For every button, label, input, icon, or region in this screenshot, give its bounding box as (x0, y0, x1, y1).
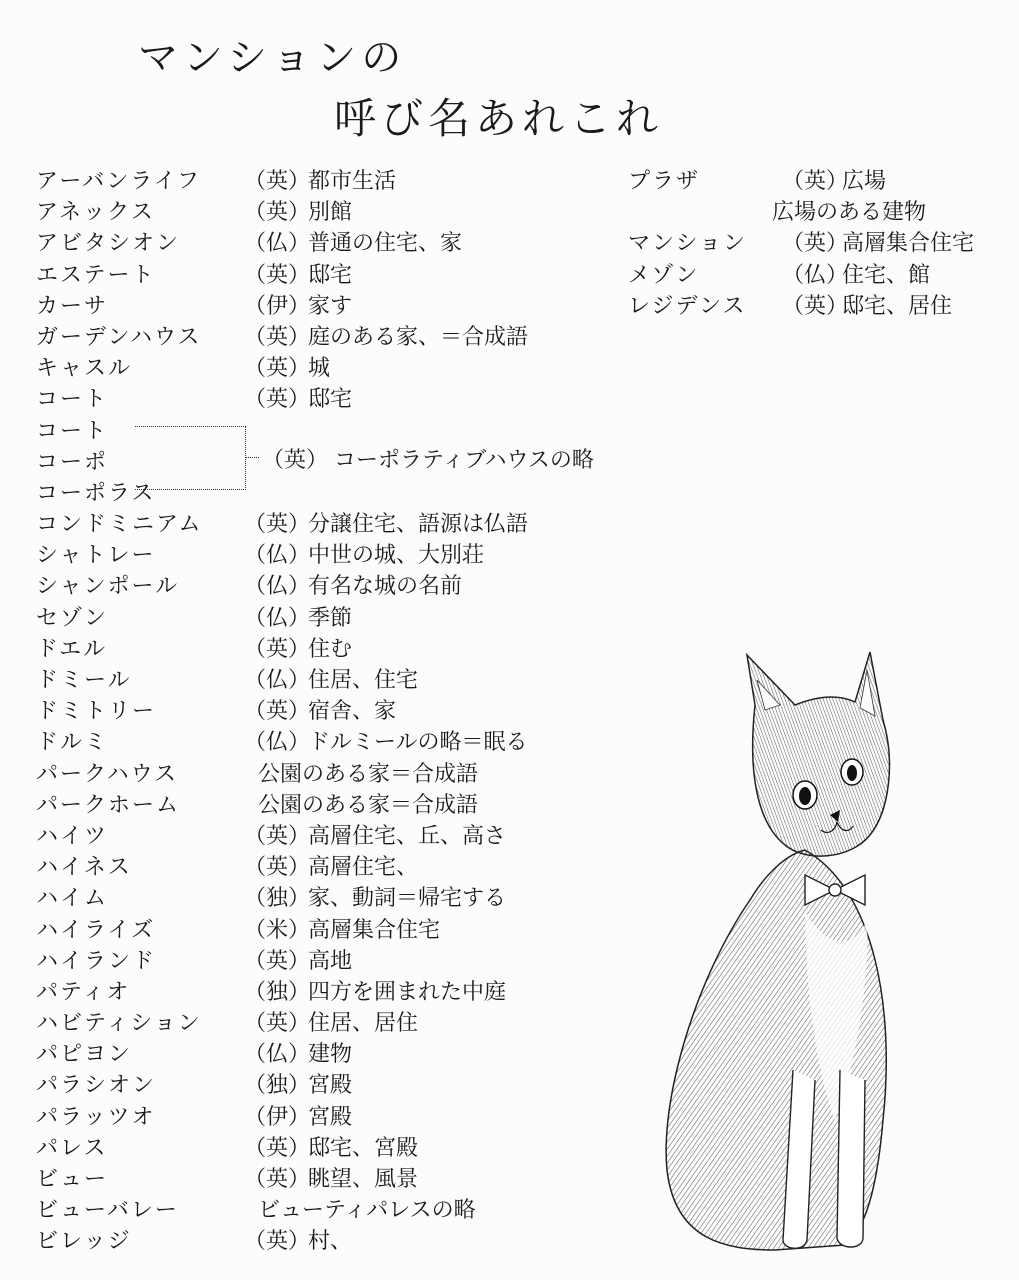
term-term: ビレッジ (36, 1229, 132, 1255)
term-definition: 都市生活 (308, 169, 397, 194)
term-term: パークハウス (36, 761, 179, 787)
right-term-definition: 邸宅、居住 (842, 293, 953, 319)
term-lang: （英） (244, 387, 311, 413)
term-term: アビタシオン (36, 231, 181, 257)
term-row (36, 384, 646, 415)
term-row (36, 977, 646, 1008)
right-term-definition: 高層集合住宅 (842, 231, 975, 257)
term-row (36, 852, 646, 883)
term-term: ガーデンハウス (36, 324, 202, 350)
right-term-term: マンション (628, 231, 748, 257)
right-term-row (628, 197, 1008, 228)
term-definition: 家す (308, 293, 353, 319)
term-term: ビュー (36, 1167, 109, 1192)
right-term-definition: 住宅、館 (842, 262, 931, 288)
term-term: カーサ (36, 293, 109, 319)
term-term: ハイランド (36, 948, 157, 974)
term-row (36, 634, 646, 665)
term-row (36, 1039, 646, 1070)
term-lang: （伊） (244, 1104, 311, 1130)
term-term: セゾン (36, 605, 109, 631)
term-term: ドエル (36, 636, 108, 662)
term-term: パレス (36, 1135, 108, 1161)
term-definition: 邸宅 (308, 262, 353, 288)
term-row (36, 1102, 646, 1133)
right-term-term: プラザ (628, 169, 701, 194)
term-term: ドルミ (36, 730, 109, 756)
term-definition: 高地 (308, 948, 353, 974)
term-lang: （英） (244, 512, 311, 538)
right-term-definition: 広場 (842, 169, 887, 194)
term-lang: （仏） (244, 1042, 311, 1068)
term-definition: 住む (308, 636, 353, 662)
term-definition: 宮殿 (308, 1104, 353, 1130)
right-term-term: レジデンス (628, 293, 747, 319)
right-term-term: メゾン (628, 262, 700, 288)
term-row (36, 696, 646, 727)
term-term: パピヨン (36, 1042, 133, 1068)
term-row (36, 727, 646, 758)
term-term: ビューバレー (36, 1198, 179, 1224)
term-term: エステート (36, 262, 156, 288)
term-lang: （英） (244, 948, 311, 974)
term-row (36, 915, 646, 946)
term-definition: 住居、住宅 (308, 668, 419, 693)
term-term: パラッツオ (36, 1104, 156, 1130)
term-definition: 公園のある家＝合成語 (258, 792, 479, 818)
term-lang: （英） (244, 356, 311, 382)
term-definition: 村、 (308, 1229, 353, 1255)
term-lang: （仏） (244, 605, 311, 631)
term-lang: （仏） (244, 730, 311, 756)
term-definition: 高層住宅、 (308, 855, 419, 881)
term-row (36, 1164, 646, 1195)
term-row (36, 260, 646, 291)
coop-bracket (135, 426, 246, 490)
term-term: ハイネス (36, 855, 132, 881)
term-row (36, 883, 646, 914)
term-row (36, 1195, 646, 1226)
term-lang: （英） (244, 823, 311, 849)
term-term: ドミトリー (36, 699, 157, 725)
term-row (36, 665, 646, 696)
term-list (36, 166, 646, 1258)
term-definition: 別館 (308, 200, 353, 226)
term-definition: ビューティパレスの略 (258, 1198, 476, 1224)
term-term: ハイライズ (36, 917, 156, 943)
term-definition: 分譲住宅、語源は仏語 (308, 512, 529, 538)
term-row (36, 821, 646, 852)
term-term: ドミール (36, 668, 132, 693)
term-definition: 邸宅、宮殿 (308, 1135, 419, 1161)
term-term: コンドミニアム (36, 512, 203, 538)
term-term: ハイム (36, 886, 109, 912)
term-row (36, 353, 646, 384)
term-lang: （英） (244, 262, 311, 288)
term-row (36, 540, 646, 571)
term-lang: （独） (244, 886, 311, 912)
term-term: コーポ (36, 449, 109, 475)
term-term: コート (36, 418, 109, 444)
term-lang: （英） (244, 200, 311, 226)
term-lang: （英） (244, 1135, 311, 1161)
term-lang: （仏） (244, 668, 311, 693)
term-row (36, 571, 646, 602)
term-term: ハビティション (36, 1011, 202, 1037)
term-term: コーポラス (36, 480, 156, 506)
right-term-definition: 広場のある建物 (772, 200, 927, 226)
term-term: パークホーム (36, 792, 181, 818)
term-term: アネックス (36, 200, 155, 226)
term-lang: （英） (244, 169, 311, 194)
term-definition: 有名な城の名前 (308, 574, 463, 600)
term-term: コート (36, 387, 109, 413)
term-row (36, 478, 646, 509)
term-lang: （英） (244, 699, 311, 725)
term-definition: 高層集合住宅 (308, 917, 441, 943)
term-definition: 邸宅 (308, 387, 353, 413)
term-definition: 住居、居住 (308, 1011, 419, 1037)
term-row (36, 166, 646, 197)
term-row (36, 1226, 646, 1257)
term-lang: （仏） (244, 543, 311, 569)
term-definition: 建物 (308, 1042, 353, 1068)
term-lang: （英） (244, 855, 311, 881)
term-definition: 中世の城、大別荘 (308, 543, 485, 569)
term-row (36, 1008, 646, 1039)
term-lang: （米） (244, 917, 311, 943)
page-title-line2: 呼び名あれこれ (334, 94, 664, 143)
term-lang: （英） (244, 324, 311, 350)
term-definition: 庭のある家、＝合成語 (308, 324, 529, 350)
term-row (36, 1070, 646, 1101)
term-definition: 宮殿 (308, 1073, 353, 1099)
right-term-row (628, 166, 1008, 197)
term-term: ハイツ (36, 823, 109, 849)
term-term: キャスル (36, 356, 133, 382)
term-term: シャンポール (36, 574, 180, 600)
term-term: パラシオン (36, 1073, 157, 1099)
term-definition: 季節 (308, 605, 353, 631)
term-definition: 普通の住宅、家 (308, 231, 463, 257)
term-definition: ドルミールの略＝眠る (308, 730, 528, 756)
term-row (36, 603, 646, 634)
term-lang: （英） (244, 1167, 311, 1192)
right-term-lang: （英） (782, 169, 849, 194)
right-term-lang: （仏） (782, 262, 849, 288)
term-row (36, 1133, 646, 1164)
term-row (36, 197, 646, 228)
term-row (36, 291, 646, 322)
term-lang: （仏） (244, 574, 311, 600)
term-definition: 城 (308, 356, 331, 382)
term-definition: 高層住宅、丘、高さ (308, 823, 507, 849)
coop-bracket-tick (245, 457, 259, 458)
term-definition: 眺望、風景 (308, 1167, 419, 1192)
term-row (36, 509, 646, 540)
term-lang: （英） (244, 1229, 311, 1255)
coop-note-lang: （英） (262, 448, 329, 473)
right-term-list (628, 166, 1008, 322)
right-term-row (628, 228, 1008, 259)
term-definition: 宿舎、家 (308, 699, 397, 725)
term-term: シャトレー (36, 543, 156, 569)
term-term: パティオ (36, 979, 131, 1005)
term-definition: 家、動詞＝帰宅する (308, 886, 507, 912)
cat-illustration (655, 650, 905, 1260)
coop-note (262, 443, 594, 474)
right-term-row (628, 260, 1008, 291)
term-lang: （英） (244, 636, 311, 662)
term-row (36, 790, 646, 821)
term-row (36, 228, 646, 259)
right-term-lang: （英） (782, 231, 849, 257)
page-title-line1: マンションの (138, 35, 407, 81)
term-row (36, 946, 646, 977)
term-definition: 公園のある家＝合成語 (258, 761, 479, 787)
coop-note-def: コーポラティブハウスの略 (334, 448, 594, 473)
term-term: アーバンライフ (36, 169, 201, 194)
term-lang: （独） (244, 979, 311, 1005)
term-row (36, 416, 646, 447)
term-row (36, 759, 646, 790)
term-lang: （英） (244, 1011, 311, 1037)
right-term-lang: （英） (782, 293, 849, 319)
term-lang: （独） (244, 1073, 311, 1099)
right-term-row (628, 291, 1008, 322)
term-definition: 四方を囲まれた中庭 (308, 979, 507, 1005)
term-row (36, 322, 646, 353)
term-lang: （仏） (244, 231, 311, 257)
term-lang: （伊） (244, 293, 311, 319)
